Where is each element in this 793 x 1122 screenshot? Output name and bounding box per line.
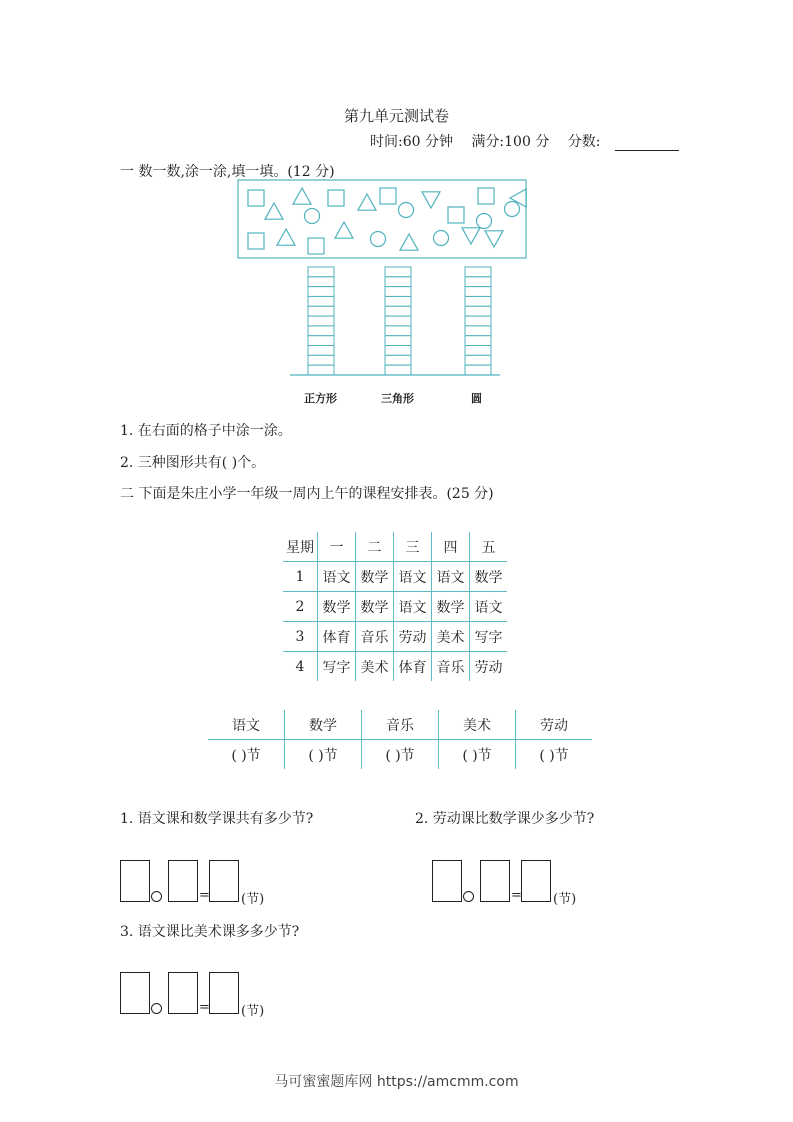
square-icon <box>308 238 324 254</box>
table-cell: 体育 <box>318 622 356 652</box>
table-cell: 数学 <box>356 562 394 592</box>
equation-box[interactable] <box>120 972 150 1014</box>
table-cell: 数学 <box>432 592 470 622</box>
grid-cell[interactable] <box>385 326 411 336</box>
answer-blank[interactable]: ( )节 <box>362 740 439 770</box>
table-cell: 语文 <box>470 592 508 622</box>
section2-question-1: 1. 语文课和数学课共有多少节? <box>120 811 314 827</box>
column-label-square: 正方形 <box>304 392 337 405</box>
answer-blank[interactable]: ( )节 <box>439 740 516 770</box>
schedule-header-cell: 五 <box>470 532 508 562</box>
grid-cell[interactable] <box>308 267 334 277</box>
equation-box[interactable] <box>432 860 462 902</box>
grid-cell[interactable] <box>465 355 491 365</box>
grid-cell[interactable] <box>308 306 334 316</box>
table-cell: 语文 <box>394 562 432 592</box>
count-answer-row <box>208 740 592 770</box>
shapes-panel <box>236 178 528 260</box>
table-cell: 数学 <box>470 562 508 592</box>
grid-cell[interactable] <box>385 316 411 326</box>
grid-cell[interactable] <box>308 316 334 326</box>
grid-cell[interactable] <box>465 296 491 306</box>
column-label-triangle: 三角形 <box>381 392 414 405</box>
period-number: 4 <box>295 658 305 675</box>
grid-cell[interactable] <box>465 365 491 375</box>
section1-heading: 一 数一数,涂一涂,填一填。(12 分) <box>120 164 335 180</box>
schedule-header-cell: 三 <box>394 532 432 562</box>
table-cell: 数学 <box>318 592 356 622</box>
answer-blank[interactable]: ( )节 <box>231 747 261 764</box>
period-number: 2 <box>295 598 305 615</box>
grid-cell[interactable] <box>385 296 411 306</box>
operator-circle[interactable] <box>463 891 474 902</box>
score-label: 分数: <box>567 134 601 150</box>
grid-cell[interactable] <box>308 326 334 336</box>
count-header-row <box>208 710 592 740</box>
section2-heading: 二 下面是朱庄小学一年级一周内上午的课程安排表。(25 分) <box>120 486 494 502</box>
grid-cell[interactable] <box>465 326 491 336</box>
grid-column <box>308 267 334 375</box>
operator-circle[interactable] <box>151 891 162 902</box>
grid-cell[interactable] <box>465 267 491 277</box>
grid-cell[interactable] <box>465 346 491 356</box>
schedule-table <box>283 532 507 681</box>
table-cell: 语文 <box>318 562 356 592</box>
triangle-icon <box>358 194 376 210</box>
operator-circle[interactable] <box>151 1003 162 1014</box>
square-icon <box>448 207 464 223</box>
grid-cell[interactable] <box>385 287 411 297</box>
triangle-icon <box>265 203 283 219</box>
grid-cell[interactable] <box>308 346 334 356</box>
grid-cell[interactable] <box>385 277 411 287</box>
schedule-header-cell: 四 <box>432 532 470 562</box>
triangle-icon <box>335 222 353 238</box>
schedule-header-cell: 一 <box>318 532 356 562</box>
equation-box[interactable] <box>209 860 239 902</box>
equation-box[interactable] <box>521 860 551 902</box>
equation-box[interactable] <box>120 860 150 902</box>
grid-column <box>465 267 491 375</box>
section1-question-1: 1. 在右面的格子中涂一涂。 <box>120 423 292 439</box>
subject-label: 音乐 <box>362 710 439 740</box>
equation-box[interactable] <box>168 972 198 1014</box>
table-cell: 语文 <box>432 562 470 592</box>
section2-question-3: 3. 语文课比美术课多多少节? <box>120 924 300 940</box>
triangle-icon <box>293 188 311 204</box>
table-cell: 语文 <box>394 592 432 622</box>
tally-grid-columns <box>290 265 500 407</box>
period-number: 1 <box>295 568 305 585</box>
grid-cell[interactable] <box>465 287 491 297</box>
page-title: 第九单元测试卷 <box>343 107 449 125</box>
table-cell: 音乐 <box>432 652 470 682</box>
circle-icon <box>371 232 386 247</box>
period-number: 3 <box>295 628 305 645</box>
table-row <box>283 562 507 592</box>
unit-label: (节) <box>553 892 577 907</box>
square-icon <box>380 188 396 204</box>
equation-box[interactable] <box>209 972 239 1014</box>
unit-label: (节) <box>241 1004 265 1019</box>
full-score-info: 满分:100 分 <box>471 134 550 150</box>
table-cell: 劳动 <box>394 622 432 652</box>
grid-cell[interactable] <box>385 346 411 356</box>
table-cell: 美术 <box>432 622 470 652</box>
grid-column <box>385 267 411 375</box>
time-info: 时间:60 分钟 <box>370 134 453 150</box>
grid-cell[interactable] <box>465 306 491 316</box>
square-icon <box>248 233 264 249</box>
schedule-header-row <box>283 532 507 562</box>
triangle-icon <box>422 192 440 208</box>
answer-blank[interactable]: ( )节 <box>285 740 362 770</box>
equation-box[interactable] <box>480 860 510 902</box>
grid-cell[interactable] <box>385 336 411 346</box>
equals-sign: = <box>199 1000 210 1015</box>
circle-icon <box>505 202 520 217</box>
square-icon <box>478 188 494 204</box>
grid-cell[interactable] <box>465 336 491 346</box>
grid-cell[interactable] <box>385 355 411 365</box>
score-blank[interactable] <box>615 136 679 151</box>
grid-cell[interactable] <box>465 277 491 287</box>
grid-cell[interactable] <box>465 316 491 326</box>
table-cell: 体育 <box>394 652 432 682</box>
table-cell: 音乐 <box>356 622 394 652</box>
circle-icon <box>477 214 492 229</box>
grid-cell[interactable] <box>385 365 411 375</box>
circle-icon <box>399 203 414 218</box>
triangle-icon <box>485 231 503 247</box>
triangle-icon <box>400 234 418 250</box>
triangle-icon <box>462 228 480 244</box>
subject-label: 数学 <box>285 710 362 740</box>
table-cell: 劳动 <box>470 652 508 682</box>
square-icon <box>248 190 264 206</box>
equation-box[interactable] <box>168 860 198 902</box>
test-meta <box>370 131 693 151</box>
subject-label: 劳动 <box>516 710 593 740</box>
grid-cell[interactable] <box>308 287 334 297</box>
grid-cell[interactable] <box>385 306 411 316</box>
equals-sign: = <box>511 888 522 903</box>
table-cell: 数学 <box>356 592 394 622</box>
circle-icon <box>305 209 320 224</box>
schedule-header-cell: 星期 <box>286 539 314 556</box>
table-cell: 写字 <box>470 622 508 652</box>
column-label-circle: 圆 <box>471 392 482 405</box>
grid-cell[interactable] <box>308 355 334 365</box>
table-cell: 写字 <box>318 652 356 682</box>
grid-cell[interactable] <box>308 277 334 287</box>
schedule-header-cell: 二 <box>356 532 394 562</box>
section2-question-2: 2. 劳动课比数学课少多少节? <box>415 811 595 827</box>
square-icon <box>328 190 344 206</box>
unit-label: (节) <box>241 892 265 907</box>
grid-cell[interactable] <box>308 365 334 375</box>
triangle-icon <box>277 229 295 245</box>
subject-label: 语文 <box>232 717 260 734</box>
table-row <box>283 592 507 622</box>
section1-question-2: 2. 三种图形共有( )个。 <box>120 455 266 471</box>
footer-watermark: 马可蜜蜜题库网 https://amcmm.com <box>274 1074 519 1090</box>
table-row <box>283 622 507 652</box>
grid-cell[interactable] <box>308 336 334 346</box>
equals-sign: = <box>199 888 210 903</box>
table-cell: 美术 <box>356 652 394 682</box>
subject-label: 美术 <box>439 710 516 740</box>
circle-icon <box>434 231 449 246</box>
grid-cell[interactable] <box>308 296 334 306</box>
answer-blank[interactable]: ( )节 <box>516 740 593 770</box>
grid-cell[interactable] <box>385 267 411 277</box>
lesson-count-table <box>208 710 592 769</box>
table-row <box>283 652 507 682</box>
